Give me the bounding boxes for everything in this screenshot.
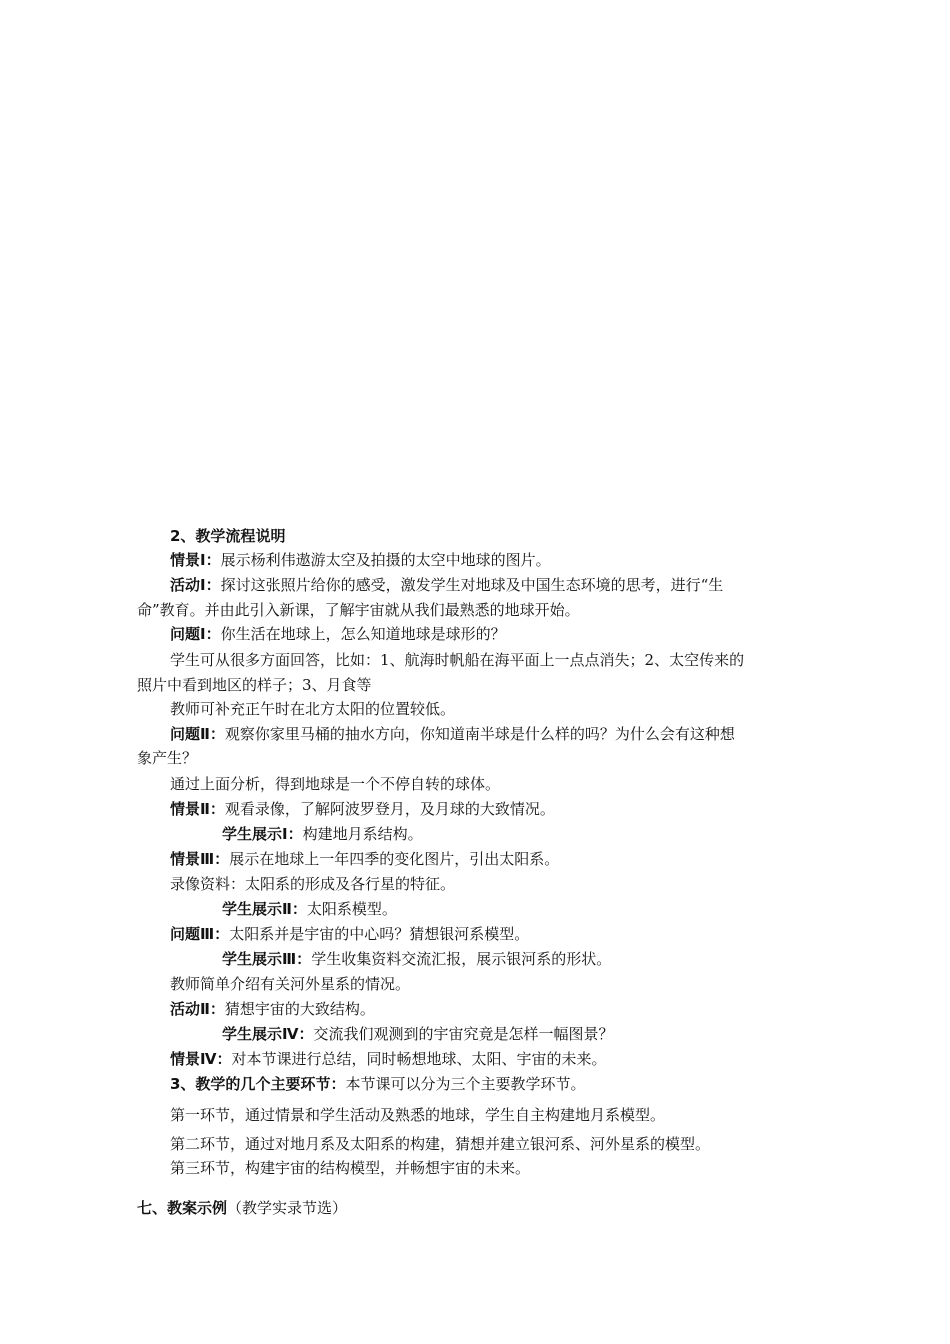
line-text: 展示在地球上一年四季的变化图片，引出太阳系。 — [229, 850, 560, 868]
line-text: 教师简单介绍有关河外星系的情况。 — [170, 975, 411, 993]
paragraph-line — [170, 799, 555, 819]
paragraph-line — [170, 1134, 710, 1154]
line-label: 活动Ⅱ： — [170, 1000, 225, 1018]
line-text: 学生收集资料交流汇报，展示银河系的形状。 — [311, 950, 612, 968]
paragraph-line — [222, 949, 611, 969]
line-text: 通过上面分析，得到地球是一个不停自转的球体。 — [170, 775, 501, 793]
paragraph-line — [170, 724, 735, 744]
paragraph-line — [170, 575, 723, 595]
line-text: 对本节课进行总结，同时畅想地球、太阳、宇宙的未来。 — [231, 1050, 607, 1068]
line-text: 观看录像，了解阿波罗登月，及月球的大致情况。 — [224, 800, 555, 818]
paragraph-line — [170, 1105, 665, 1125]
paragraph-line — [170, 1158, 530, 1178]
paragraph-line — [170, 699, 455, 719]
paragraph-line — [170, 1049, 607, 1069]
line-text: 教师可补充正午时在北方太阳的位置较低。 — [170, 700, 456, 718]
paragraph-line — [222, 1024, 614, 1044]
line-label: 问题Ⅱ： — [170, 725, 225, 743]
section-heading — [170, 1074, 585, 1094]
line-label: 活动Ⅰ： — [170, 576, 221, 594]
paragraph-line — [222, 824, 423, 844]
line-text: 本节课可以分为三个主要教学环节。 — [345, 1075, 586, 1093]
line-label: 学生展示Ⅲ： — [222, 950, 312, 968]
paragraph-line — [170, 650, 744, 670]
line-label: 学生展示Ⅳ： — [222, 1025, 314, 1043]
line-text: 命”教育。并由此引入新课，了解宇宙就从我们最熟悉的地球开始。 — [137, 601, 580, 619]
line-text: 照片中看到地区的样子；3、月食等 — [137, 676, 372, 694]
line-text: 展示杨利伟遨游太空及拍摄的太空中地球的图片。 — [220, 551, 551, 569]
paragraph-line — [137, 600, 580, 620]
line-label: 学生展示Ⅱ： — [222, 900, 307, 918]
line-text: 交流我们观测到的宇宙究竟是怎样一幅图景？ — [313, 1025, 614, 1043]
line-text: 第三环节，构建宇宙的结构模型，并畅想宇宙的未来。 — [170, 1159, 531, 1177]
line-text: 探讨这张照片给你的感受，激发学生对地球及中国生态环境的思考，进行“生 — [220, 576, 724, 594]
line-text: 猜想宇宙的大致结构。 — [224, 1000, 375, 1018]
paragraph-line — [170, 924, 529, 944]
section-heading: 2、教学流程说明 — [170, 527, 286, 545]
line-text: 象产生？ — [137, 749, 198, 767]
line-label: 情景Ⅳ： — [170, 1050, 232, 1068]
line-text: 第二环节，通过对地月系及太阳系的构建，猜想并建立银河系、河外星系的模型。 — [170, 1135, 711, 1153]
line-text: 录像资料：太阳系的形成及各行星的特征。 — [170, 875, 456, 893]
line-text: 学生可从很多方面回答，比如：1、航海时帆船在海平面上一点点消失；2、太空传来的 — [170, 651, 745, 669]
line-label: 情景Ⅰ： — [170, 551, 221, 569]
section7-note: （教学实录节选） — [227, 1199, 348, 1217]
line-text: 第一环节，通过情景和学生活动及熟悉的地球，学生自主构建地月系模型。 — [170, 1106, 666, 1124]
paragraph-line — [170, 624, 506, 644]
paragraph-line — [170, 974, 410, 994]
paragraph-line — [170, 774, 500, 794]
line-text: 构建地月系结构。 — [302, 825, 423, 843]
section7-heading — [137, 1198, 347, 1218]
line-label: 3、教学的几个主要环节： — [170, 1075, 346, 1093]
line-text: 观察你家里马桶的抽水方向，你知道南半球是什么样的吗？为什么会有这种想 — [224, 725, 735, 743]
paragraph-line — [170, 874, 455, 894]
paragraph-line — [222, 899, 397, 919]
paragraph-line — [137, 675, 372, 695]
paragraph-line — [170, 550, 551, 570]
paragraph-line — [170, 849, 559, 869]
line-label: 学生展示Ⅰ： — [222, 825, 303, 843]
line-label: 问题Ⅰ： — [170, 625, 221, 643]
line-text: 你生活在地球上，怎么知道地球是球形的？ — [220, 625, 506, 643]
line-label: 情景Ⅲ： — [170, 850, 230, 868]
line-text: 太阳系并是宇宙的中心吗？猜想银河系模型。 — [229, 925, 530, 943]
line-label: 问题Ⅲ： — [170, 925, 230, 943]
paragraph-line — [170, 999, 375, 1019]
section7-label: 七、教案示例 — [137, 1199, 228, 1217]
line-text: 太阳系模型。 — [306, 900, 397, 918]
paragraph-line — [137, 748, 197, 768]
line-label: 情景Ⅱ： — [170, 800, 225, 818]
